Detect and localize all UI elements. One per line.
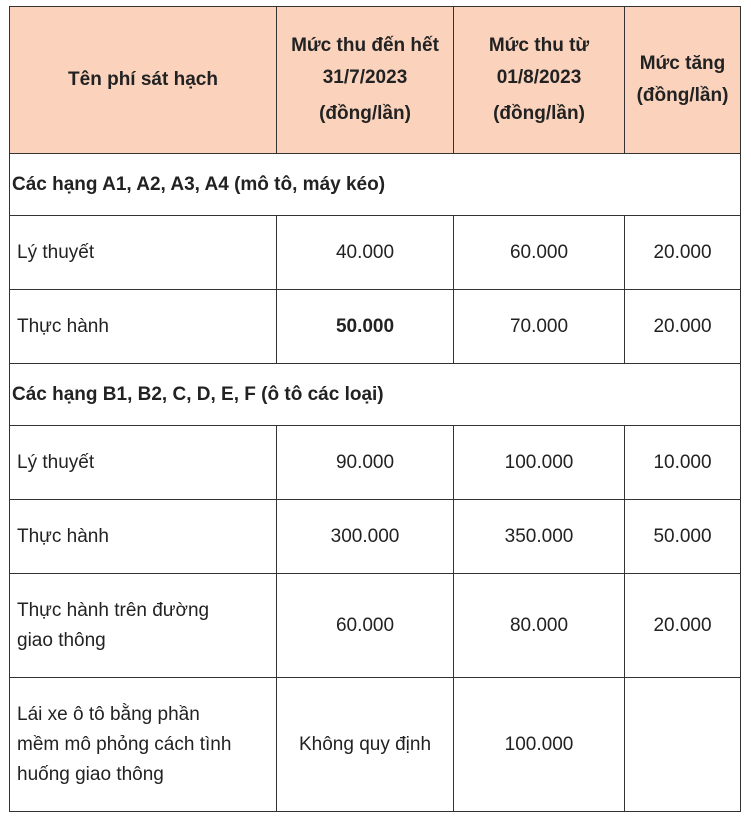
header-new-rate bbox=[454, 7, 625, 154]
row-fee-name bbox=[10, 574, 277, 678]
header-increase-line1: Mức tăng bbox=[639, 53, 726, 74]
group-title-car: Các hạng B1, B2, C, D, E, F (ô tô các loại) bbox=[10, 364, 741, 426]
group-row-car bbox=[10, 364, 741, 426]
row-fee-name: Lý thuyết bbox=[10, 426, 277, 500]
header-row bbox=[10, 7, 741, 154]
row-old-rate: 300.000 bbox=[277, 500, 454, 574]
table-row bbox=[10, 426, 741, 500]
header-old-rate bbox=[277, 7, 454, 154]
row-fee-name: Lý thuyết bbox=[10, 216, 277, 290]
row-old-rate: 40.000 bbox=[277, 216, 454, 290]
row-new-rate: 100.000 bbox=[454, 678, 625, 812]
row-new-rate: 70.000 bbox=[454, 290, 625, 364]
header-old-rate-line1: Mức thu đến hết bbox=[291, 35, 439, 56]
group-title-motorbike: Các hạng A1, A2, A3, A4 (mô tô, máy kéo) bbox=[10, 154, 741, 216]
table-row bbox=[10, 574, 741, 678]
row-increase: 20.000 bbox=[625, 290, 741, 364]
fee-table bbox=[9, 6, 741, 812]
header-old-rate-line3: (đồng/lần) bbox=[319, 103, 411, 124]
header-new-rate-line2: 01/8/2023 bbox=[496, 67, 582, 88]
header-increase-line2: (đồng/lần) bbox=[636, 85, 729, 106]
table-row bbox=[10, 500, 741, 574]
row-old-rate: Không quy định bbox=[277, 678, 454, 812]
row-new-rate: 80.000 bbox=[454, 574, 625, 678]
row-fee-name: Thực hành bbox=[10, 290, 277, 364]
table-row bbox=[10, 678, 741, 812]
group-row-motorbike bbox=[10, 154, 741, 216]
row-fee-name-line: giao thông bbox=[17, 629, 106, 651]
header-increase bbox=[625, 7, 741, 154]
table-row bbox=[10, 290, 741, 364]
row-fee-name-line: Lái xe ô tô bằng phần bbox=[17, 703, 200, 725]
row-new-rate: 60.000 bbox=[454, 216, 625, 290]
header-old-rate-line2: 31/7/2023 bbox=[322, 67, 408, 88]
header-new-rate-line3: (đồng/lần) bbox=[493, 103, 585, 124]
row-fee-name bbox=[10, 678, 277, 812]
row-old-rate: 50.000 bbox=[277, 290, 454, 364]
row-fee-name-line: mềm mô phỏng cách tình bbox=[17, 733, 232, 755]
header-new-rate-line1: Mức thu từ bbox=[488, 35, 590, 56]
row-increase: 20.000 bbox=[625, 574, 741, 678]
row-fee-name-line: Thực hành trên đường bbox=[17, 599, 210, 621]
row-new-rate: 350.000 bbox=[454, 500, 625, 574]
row-increase: 50.000 bbox=[625, 500, 741, 574]
row-old-rate: 60.000 bbox=[277, 574, 454, 678]
row-fee-name: Thực hành bbox=[10, 500, 277, 574]
row-increase: 20.000 bbox=[625, 216, 741, 290]
row-fee-name-line: huống giao thông bbox=[17, 763, 164, 785]
row-old-rate: 90.000 bbox=[277, 426, 454, 500]
header-fee-name: Tên phí sát hạch bbox=[10, 7, 277, 154]
table-row bbox=[10, 216, 741, 290]
row-increase: 10.000 bbox=[625, 426, 741, 500]
row-new-rate: 100.000 bbox=[454, 426, 625, 500]
row-increase bbox=[625, 678, 741, 812]
